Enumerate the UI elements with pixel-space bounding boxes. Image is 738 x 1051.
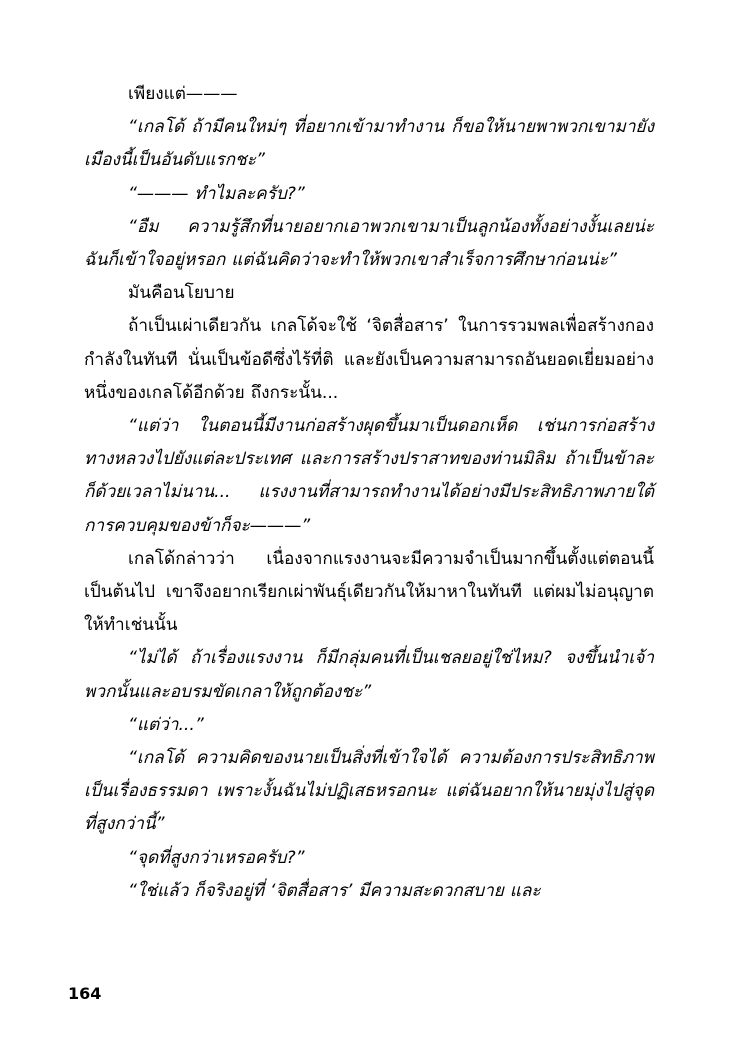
page-number: 164 bbox=[68, 984, 102, 1003]
paragraph: “——— ทำไมละครับ?” bbox=[128, 183, 305, 204]
paragraph: “แต่ว่า ในตอนนี้มีงานก่อสร้างผุดขึ้นมาเป็นดอกเห็ด เช่นการก่อสร้างทางหลวงไปยังแต่ละประเทศ และการสร้างปราสาทของท่านมิลิม ถ้าเป็นข้าละก็ด้วยเวลาไม่นาน... แรงงานที่สามารถทำงานได้อย่างมีประสิทธิภาพภายใต้การควบคุมของข้าก็จะ———” bbox=[84, 416, 654, 536]
paragraph: “เกลโด้ ความคิดของนายเป็นสิ่งที่เข้าใจได้ ความต้องการประสิทธิภาพเป็นเรื่องธรรมดา เพราะงั้นฉันไม่ปฏิเสธหรอกนะ แต่ฉันอยากให้นายมุ่งไปสู่จุดที่สูงกว่านี้” bbox=[84, 748, 654, 835]
paragraph: เพียงแต่——— bbox=[128, 84, 238, 104]
paragraph: มันคือนโยบาย bbox=[128, 283, 235, 304]
paragraph: “แต่ว่า...” bbox=[128, 714, 204, 735]
paragraph: “อืม ความรู้สึกที่นายอยากเอาพวกเขามาเป็นลูกน้องทั้งอย่างงั้นเลยน่ะ ฉันก็เข้าใจอยู่หรอก แต่ฉันคิดว่าจะทำให้พวกเขาสำเร็จการศึกษาก่อนน่ะ” bbox=[84, 216, 654, 271]
paragraph: “จุดที่สูงกว่าเหรอครับ?” bbox=[128, 847, 305, 868]
paragraph: “ไม่ได้ ถ้าเรื่องแรงงาน ก็มีกลุ่มคนที่เป็นเชลยอยู่ใช่ไหม? จงขึ้นนำเจ้าพวกนั้นและอบรมขัดเกลาให้ถูกต้องชะ” bbox=[84, 648, 654, 702]
paragraph: เกลโด้กล่าวว่า เนื่องจากแรงงานจะมีความจำเป็นมากขึ้นตั้งแต่ตอนนี้เป็นต้นไป เขาจึงอยากเรียกเผ่าพันธุ์เดียวกันให้มาหาในทันที แต่ผมไม่อนุญาตให้ทำเช่นนั้น bbox=[84, 548, 654, 636]
paragraph: “เกลโด้ ถ้ามีคนใหม่ๆ ที่อยากเข้ามาทำงาน ก็ขอให้นายพาพวกเขามายังเมืองนี้เป็นอันดับแรกชะ” bbox=[84, 117, 654, 171]
paragraph: ถ้าเป็นเผ่าเดียวกัน เกลโด้จะใช้ ‘จิตสื่อสาร’ ในการรวมพลเพื่อสร้างกองกำลังในทันที นั่นเป็นข้อดีซึ่งไร้ที่ติ และยังเป็นความสามารถอันยอดเยี่ยมอย่างหนึ่งของเกลโด้อีกด้วย ถึงกระนั้น... bbox=[84, 316, 654, 403]
paragraph: “ใช่แล้ว ก็จริงอยู่ที่ ‘จิตสื่อสาร’ มีความสะดวกสบาย และ bbox=[128, 880, 541, 901]
body-text bbox=[84, 78, 654, 908]
